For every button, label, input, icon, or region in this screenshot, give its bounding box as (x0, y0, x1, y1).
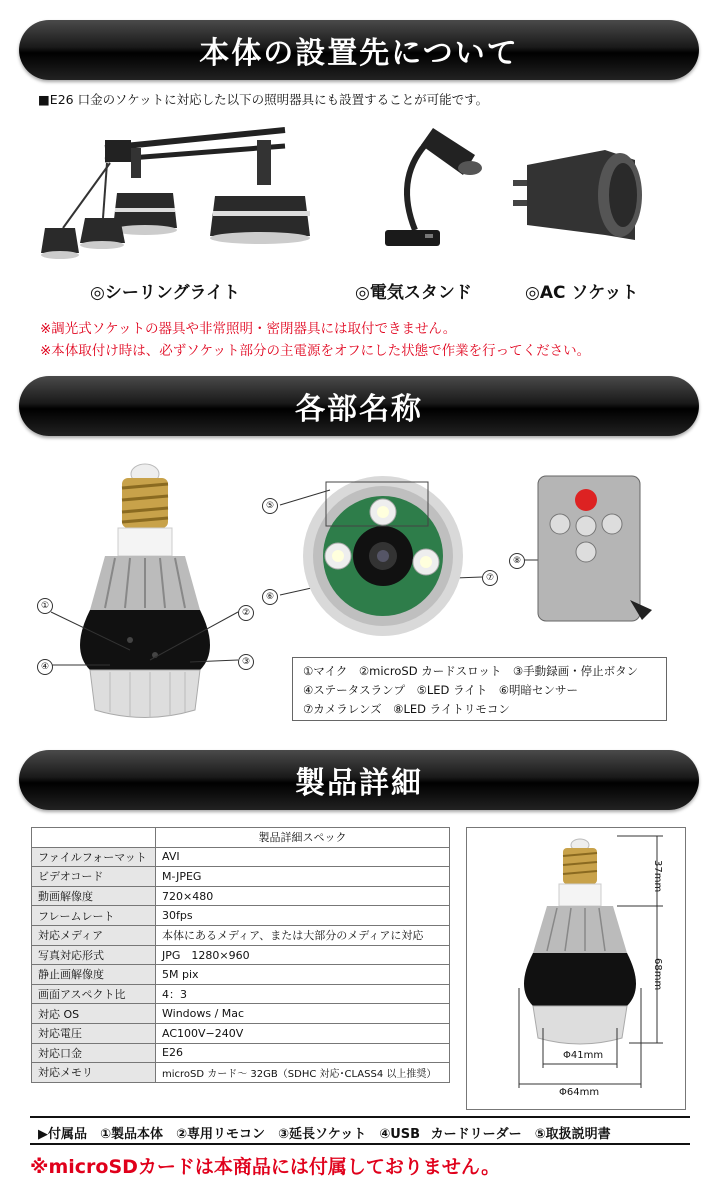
spec-value: AC100V−240V (156, 1023, 450, 1043)
callout-5: ⑤ (262, 498, 278, 514)
parts-legend-line: ④ステータスランプ ⑤LED ライト ⑥明暗センサー (303, 683, 579, 697)
warning-dimmer: ※調光式ソケットの器具や非常照明・密閉器具には取付できません。 (40, 321, 457, 337)
dim-outer-width: Φ64mm (559, 1087, 600, 1098)
parts-legend-line: ⑦カメラレンズ ⑧LED ライトリモコン (303, 702, 510, 716)
spec-value: AVI (156, 847, 450, 867)
divider-top (30, 1116, 690, 1118)
spec-key: ビデオコード (32, 867, 156, 887)
section-title: 各部名称 (295, 392, 423, 427)
table-header-row (32, 828, 450, 848)
dim-body-height: 68mm (652, 958, 663, 991)
spec-value: 5M pix (156, 965, 450, 985)
callout-8: ⑧ (509, 553, 525, 569)
dim-top-height: 37mm (652, 860, 663, 893)
table-row (32, 984, 450, 1004)
spec-table (31, 827, 450, 1083)
spec-value: microSD カード～ 32GB（SDHC 対応･CLASS4 以上推奨） (156, 1063, 450, 1083)
spec-value: JPG 1280×960 (156, 945, 450, 965)
accessories-list: ▶付属品 ①製品本体 ②専用リモコン ③延長ソケット ④USB カードリーダー ⑤取扱説明書 (38, 1127, 611, 1142)
callout-6: ⑥ (262, 589, 278, 605)
spec-key: 対応口金 (32, 1043, 156, 1063)
spec-value: 30fps (156, 906, 450, 926)
table-row (32, 945, 450, 965)
table-row (32, 867, 450, 887)
dimension-diagram (466, 827, 686, 1110)
callout-2: ② (238, 605, 254, 621)
table-header-blank (32, 828, 156, 848)
table-header: 製品詳細スペック (156, 828, 450, 848)
spec-key: 画面アスペクト比 (32, 984, 156, 1004)
callout-3: ③ (238, 654, 254, 670)
spec-value: E26 (156, 1043, 450, 1063)
table-row (32, 1043, 450, 1063)
installation-note: ■E26 口金のソケットに対応した以下の照明器具にも設置することが可能です。 (38, 92, 489, 107)
table-row (32, 1063, 450, 1083)
dim-inner-width: Φ41mm (563, 1050, 604, 1061)
remote-control-image (530, 470, 660, 630)
spec-key: 対応 OS (32, 1004, 156, 1024)
table-row (32, 965, 450, 985)
table-row (32, 847, 450, 867)
table-row (32, 1023, 450, 1043)
section-banner-product-details (19, 750, 699, 810)
spec-key: 動画解像度 (32, 886, 156, 906)
microsd-not-included-warning: ※microSDカードは本商品には付属しておりません。 (30, 1156, 501, 1178)
spec-key: 対応メディア (32, 925, 156, 945)
section-title: 本体の設置先について (199, 36, 519, 71)
camera-front-image (298, 474, 468, 639)
spec-value: M-JPEG (156, 867, 450, 887)
table-row (32, 886, 450, 906)
item-desk-lamp: ◎電気スタンド (355, 283, 472, 303)
callout-4: ④ (37, 659, 53, 675)
table-row (32, 906, 450, 926)
spec-value: 720×480 (156, 886, 450, 906)
divider-bottom (30, 1143, 690, 1145)
parts-legend-line: ①マイク ②microSD カードスロット ③手動録画・停止ボタン (303, 664, 639, 678)
spec-key: 静止画解像度 (32, 965, 156, 985)
section-title: 製品詳細 (295, 766, 423, 801)
warning-power-off: ※本体取付け時は、必ずソケット部分の主電源をオフにした状態で作業を行ってください。 (40, 343, 591, 359)
item-ceiling-light: ◎シーリングライト (90, 283, 240, 303)
table-row (32, 1004, 450, 1024)
spec-value: 4：3 (156, 984, 450, 1004)
item-ac-socket: ◎AC ソケット (525, 283, 639, 303)
parts-legend (292, 657, 667, 721)
table-row (32, 925, 450, 945)
spec-key: ファイルフォーマット (32, 847, 156, 867)
spec-value: Windows / Mac (156, 1004, 450, 1024)
callout-7: ⑦ (482, 570, 498, 586)
spec-key: フレームレート (32, 906, 156, 926)
spec-value: 本体にあるメディア、または大部分のメディアに対応 (156, 925, 450, 945)
spec-key: 写真対応形式 (32, 945, 156, 965)
callout-1: ① (37, 598, 53, 614)
spec-key: 対応電圧 (32, 1023, 156, 1043)
spec-key: 対応メモリ (32, 1063, 156, 1083)
